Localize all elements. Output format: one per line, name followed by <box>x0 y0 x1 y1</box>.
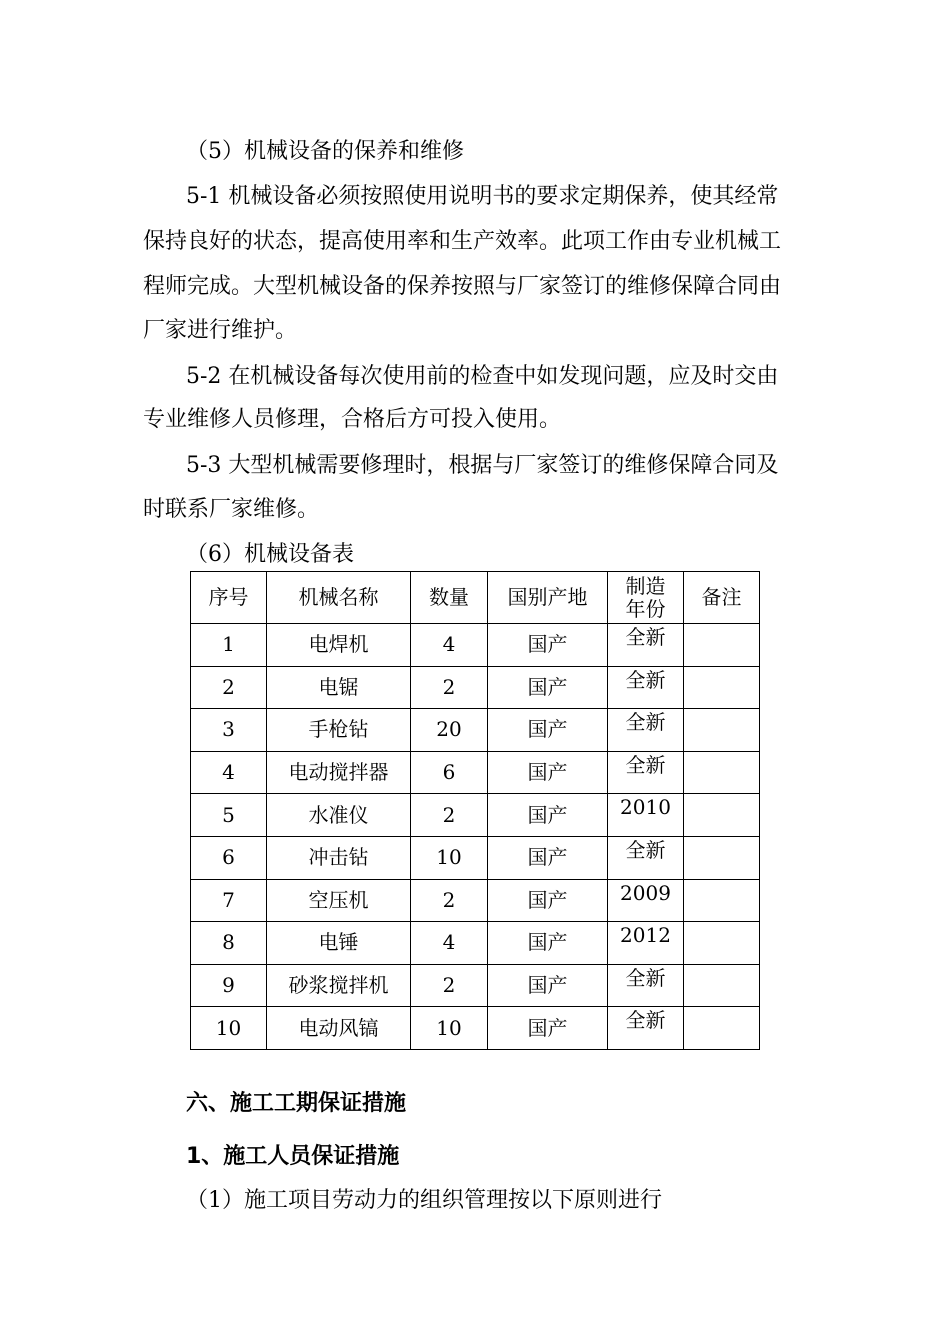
paragraph-line: （1）施工项目劳动力的组织管理按以下原则进行 <box>186 1188 662 1213</box>
table-row <box>191 751 760 794</box>
cell-quantity: 6 <box>411 751 488 794</box>
cell-number: 5 <box>191 794 267 837</box>
table-row <box>191 922 760 965</box>
table-row <box>191 624 760 667</box>
cell-remarks <box>684 751 760 794</box>
table-row <box>191 964 760 1007</box>
cell-number: 6 <box>191 836 267 879</box>
cell-name: 手枪钻 <box>267 709 411 752</box>
cell-name: 空压机 <box>267 879 411 922</box>
header-cell-quantity: 数量 <box>411 572 488 624</box>
cell-quantity: 2 <box>411 964 488 1007</box>
cell-remarks <box>684 879 760 922</box>
cell-year: 全新 <box>608 1007 684 1050</box>
cell-quantity: 20 <box>411 709 488 752</box>
header-cell-origin: 国别产地 <box>488 572 608 624</box>
cell-number: 10 <box>191 1007 267 1050</box>
cell-year: 全新 <box>608 709 684 752</box>
cell-number: 8 <box>191 922 267 965</box>
cell-origin: 国产 <box>488 624 608 667</box>
cell-remarks <box>684 666 760 709</box>
cell-name: 电动搅拌器 <box>267 751 411 794</box>
cell-remarks <box>684 922 760 965</box>
cell-origin: 国产 <box>488 879 608 922</box>
cell-quantity: 10 <box>411 836 488 879</box>
table-header-row <box>191 572 760 624</box>
paragraph-line: 保持良好的状态，提高使用率和生产效率。此项工作由专业机械工 <box>143 229 782 254</box>
cell-quantity: 4 <box>411 922 488 965</box>
cell-origin: 国产 <box>488 922 608 965</box>
cell-remarks <box>684 964 760 1007</box>
cell-year: 全新 <box>608 624 684 667</box>
table-row <box>191 1007 760 1050</box>
cell-quantity: 10 <box>411 1007 488 1050</box>
paragraph-line: 专业维修人员修理，合格后方可投入使用。 <box>143 407 562 432</box>
cell-origin: 国产 <box>488 751 608 794</box>
table-caption: （6）机械设备表 <box>186 542 354 567</box>
cell-name: 电动风镐 <box>267 1007 411 1050</box>
cell-name: 电焊机 <box>267 624 411 667</box>
cell-number: 3 <box>191 709 267 752</box>
table-row <box>191 666 760 709</box>
chapter-heading: 六、施工工期保证措施 <box>186 1091 407 1116</box>
cell-year: 全新 <box>608 836 684 879</box>
paragraph-line: 程师完成。大型机械设备的保养按照与厂家签订的维修保障合同由 <box>143 274 782 299</box>
header-cell-year <box>608 572 684 624</box>
header-cell-number: 序号 <box>191 572 267 624</box>
table-row <box>191 794 760 837</box>
section-title-maintenance: （5）机械设备的保养和维修 <box>186 139 464 164</box>
cell-origin: 国产 <box>488 1007 608 1050</box>
cell-origin: 国产 <box>488 666 608 709</box>
cell-origin: 国产 <box>488 836 608 879</box>
header-cell-name: 机械名称 <box>267 572 411 624</box>
table-row <box>191 879 760 922</box>
paragraph-line: 厂家进行维护。 <box>143 318 298 343</box>
cell-remarks <box>684 794 760 837</box>
cell-number: 1 <box>191 624 267 667</box>
paragraph-line: 5-2 在机械设备每次使用前的检查中如发现问题，应及时交由 <box>186 364 779 389</box>
cell-quantity: 4 <box>411 624 488 667</box>
header-cell-remarks: 备注 <box>684 572 760 624</box>
cell-number: 9 <box>191 964 267 1007</box>
cell-name: 电锤 <box>267 922 411 965</box>
cell-remarks <box>684 624 760 667</box>
cell-year: 全新 <box>608 964 684 1007</box>
cell-year: 2010 <box>608 794 684 837</box>
cell-year: 全新 <box>608 751 684 794</box>
cell-origin: 国产 <box>488 709 608 752</box>
cell-name: 电锯 <box>267 666 411 709</box>
section-heading: 1、施工人员保证措施 <box>186 1144 400 1169</box>
cell-number: 7 <box>191 879 267 922</box>
cell-quantity: 2 <box>411 666 488 709</box>
table-row <box>191 709 760 752</box>
cell-year: 2009 <box>608 879 684 922</box>
paragraph-line: 5-3 大型机械需要修理时，根据与厂家签订的维修保障合同及 <box>186 453 779 478</box>
cell-origin: 国产 <box>488 964 608 1007</box>
cell-remarks <box>684 709 760 752</box>
paragraph-line: 5-1 机械设备必须按照使用说明书的要求定期保养，使其经常 <box>186 184 779 209</box>
header-year-text: 制造年份 <box>625 573 666 621</box>
cell-remarks <box>684 1007 760 1050</box>
equipment-table <box>190 571 760 1050</box>
paragraph-line: 时联系厂家维修。 <box>143 497 320 522</box>
table-row <box>191 836 760 879</box>
cell-remarks <box>684 836 760 879</box>
cell-name: 砂浆搅拌机 <box>267 964 411 1007</box>
cell-number: 2 <box>191 666 267 709</box>
cell-name: 冲击钻 <box>267 836 411 879</box>
cell-origin: 国产 <box>488 794 608 837</box>
cell-number: 4 <box>191 751 267 794</box>
cell-quantity: 2 <box>411 879 488 922</box>
cell-year: 全新 <box>608 666 684 709</box>
cell-year: 2012 <box>608 922 684 965</box>
cell-quantity: 2 <box>411 794 488 837</box>
cell-name: 水准仪 <box>267 794 411 837</box>
